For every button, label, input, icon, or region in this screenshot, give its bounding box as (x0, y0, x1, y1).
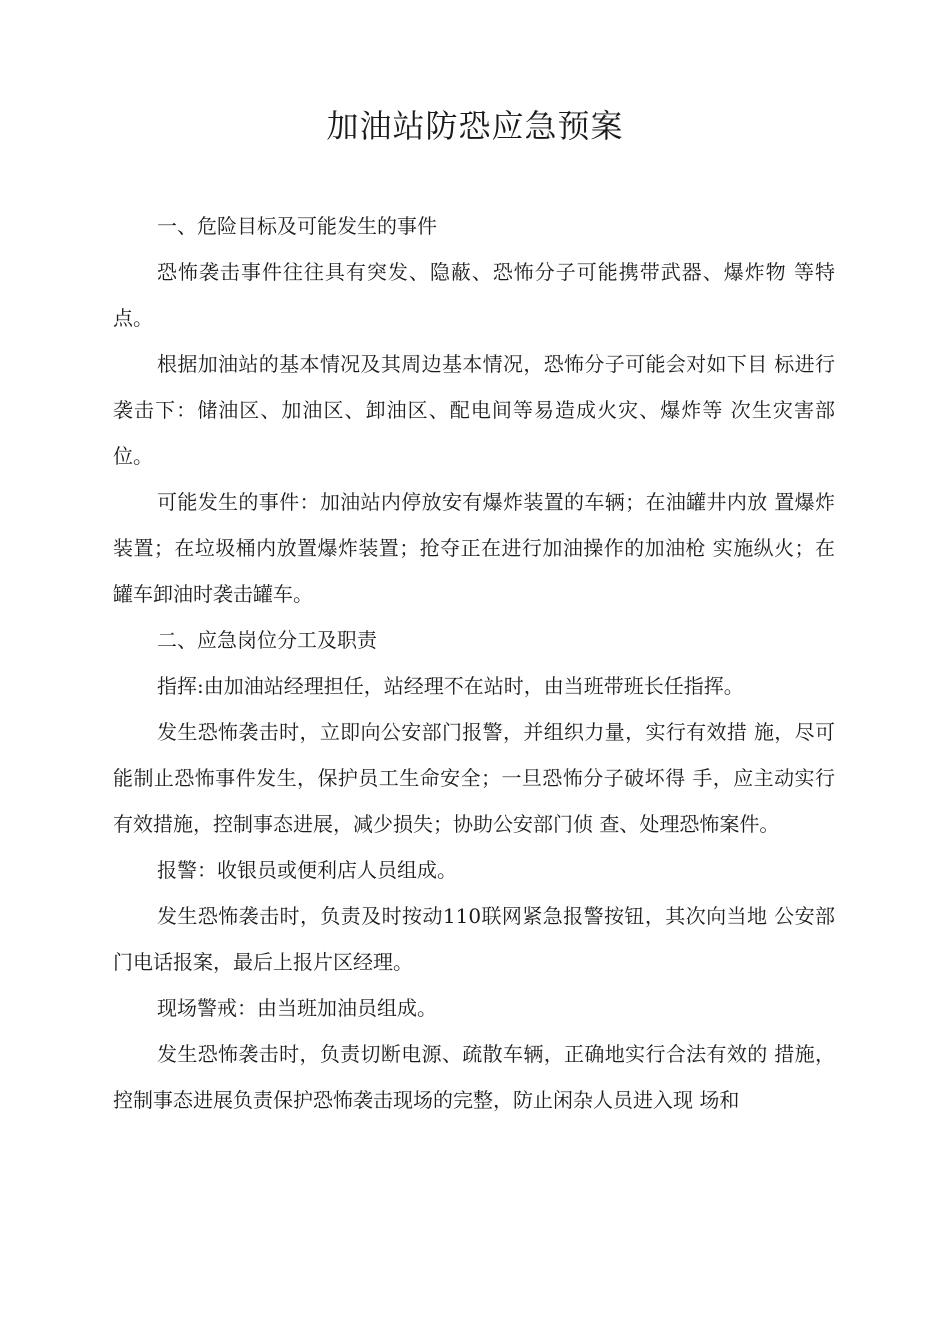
paragraph: 恐怖袭击事件往往具有突发、隐蔽、恐怖分子可能携带武器、爆炸物 等特点。 (113, 260, 835, 330)
paragraph: 根据加油站的基本情况及其周边基本情况，恐怖分子可能会对如下目 标进行袭击下：储油区、加油区、卸油区、配电间等易造成火灾、爆炸等 次生灾害部位。 (113, 352, 835, 468)
paragraph: 指挥:由加油站经理担任，站经理不在站时，由当班带班长任指挥。 (157, 674, 744, 698)
paragraph: 现场警戒：由当班加油员组成。 (157, 996, 437, 1020)
document-title: 加油站防恐应急预案 (326, 107, 624, 145)
paragraph: 可能发生的事件：加油站内停放安有爆炸装置的车辆；在油罐井内放 置爆炸装置；在垃圾桶内放置爆炸装置；抢夺正在进行加油操作的加油枪 实施纵火；在罐车卸油时袭击罐车。 (113, 490, 835, 606)
paragraph: 发生恐怖袭击时，立即向公安部门报警，并组织力量，实行有效措 施，尽可能制止恐怖事件发生，保护员工生命安全；一旦恐怖分子破坏得 手，应主动实行有效措施，控制事态进展，减少损失；协助公安部门侦 查、处理恐怖案件。 (113, 720, 835, 836)
document-body (113, 203, 835, 1123)
section-heading-1: 一、危险目标及可能发生的事件 (157, 214, 437, 238)
paragraph: 发生恐怖袭击时，负责切断电源、疏散车辆，正确地实行合法有效的 措施，控制事态进展负责保护恐怖袭击现场的完整，防止闲杂人员进入现 场和 (113, 1042, 835, 1112)
paragraph: 发生恐怖袭击时，负责及时按动110联网紧急报警按钮，其次向当地 公安部门电话报案，最后上报片区经理。 (113, 904, 835, 974)
section-heading-2: 二、应急岗位分工及职责 (157, 628, 377, 652)
paragraph: 报警：收银员或便利店人员组成。 (157, 858, 457, 882)
